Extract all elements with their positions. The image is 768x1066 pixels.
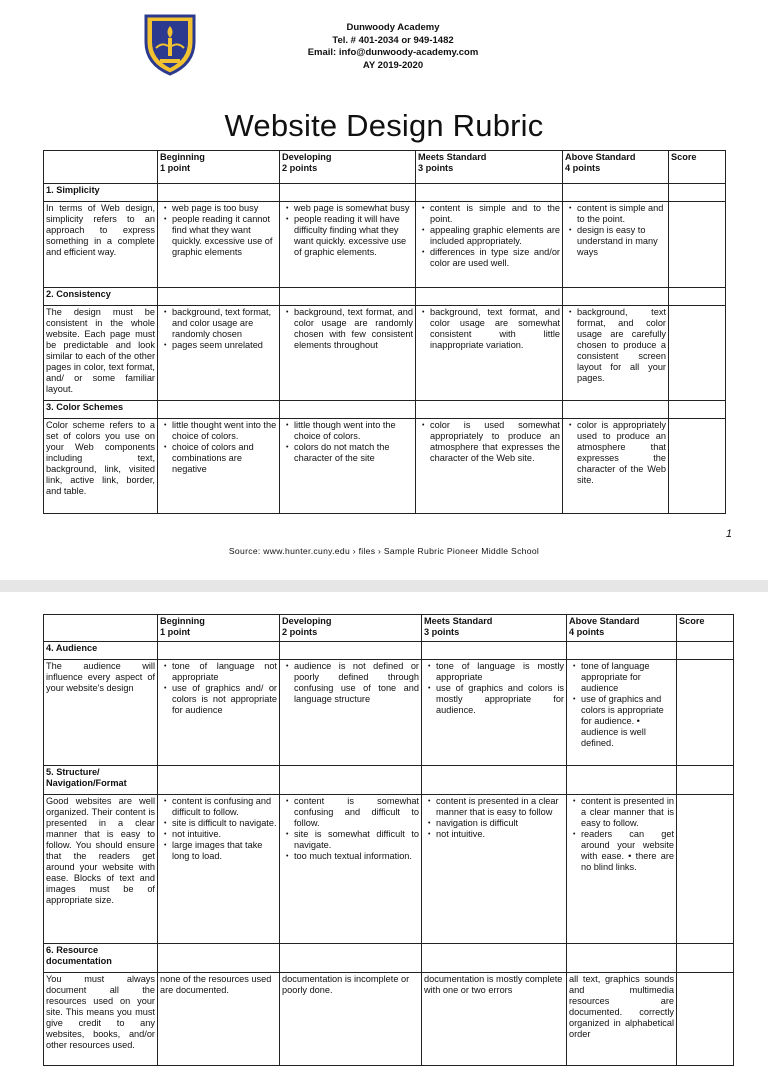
criteria-description: In terms of Web design, simplicity refers to an approach to express something in a complete and efficient way. [44,202,158,288]
section-label: 1. Simplicity [44,184,158,202]
criteria-row [44,973,734,1066]
criteria-description: The design must be consistent in the whole website. Each page must be predictable and look similar to each of the other pages in color, text format, and/ or some familiar layout. [44,306,158,401]
school-header [300,22,486,72]
beginning-cell: none of the resources used are documented. [158,973,280,1066]
page-number: 1 [725,528,732,540]
beginning-cell: • tone of language not appropriate • use of graphics and/ or colors is not appropriate for audience [158,660,280,766]
criteria-row [44,306,726,401]
rubric-header-row [44,615,734,642]
school-crest-logo [142,12,198,76]
section-label: 3. Color Schemes [44,401,158,419]
rubric-header-row [44,151,726,184]
meets-cell: • color is used somewhat appropriately to produce an atmosphere that expresses the character of the Web site. [416,419,563,514]
above-cell: • content is presented in a clear manner that is easy to follow. • readers can get around your website with ease. • there are no blind links. [567,795,677,944]
rubric-table-part-2 [43,614,734,1066]
above-cell: • color is appropriately used to produce an atmosphere that expresses the character of the Web site. [563,419,669,514]
col-meets-standard: Meets Standard 3 points [422,615,567,642]
col-beginning: Beginning 1 point [158,615,280,642]
section-label: 6. Resource documentation [44,944,158,973]
criteria-description: You must always document all the resources used on your site. This means you must give credit to any websites, books, and/or other resources used. [44,973,158,1066]
document-page-2 [0,592,768,1050]
section-label: 4. Audience [44,642,158,660]
section-row [44,944,734,973]
section-row [44,288,726,306]
meets-cell: • tone of language is mostly appropriate • use of graphics and colors is mostly appropriate for audience. [422,660,567,766]
rubric-table-part-1 [43,150,726,514]
col-score: Score [677,615,734,642]
developing-cell: • background, text format, and color usage are randomly chosen with few consistent elements throughout [280,306,416,401]
developing-cell: • content is somewhat confusing and difficult to follow. • site is somewhat difficult to navigate. • too much textual information. [280,795,422,944]
section-row [44,184,726,202]
page-gap [0,580,768,592]
criteria-description: Good websites are well organized. Their content is presented in a clear manner that is easy to follow. You should ensure that the readers get around your website with ease. Blocks of text and images must be of appropriate size. [44,795,158,944]
criteria-description: Color scheme refers to a set of colors you use on your Web components including text, background, link, visited link, active link, border, and table. [44,419,158,514]
criteria-row [44,419,726,514]
above-cell: all text, graphics sounds and multimedia resources are documented. correctly organized in alphabetical order [567,973,677,1066]
criteria-row [44,660,734,766]
meets-cell: documentation is mostly complete with one or two errors [422,973,567,1066]
beginning-cell: • background, text format, and color usage are randomly chosen • pages seem unrelated [158,306,280,401]
col-developing: Developing 2 points [280,615,422,642]
criteria-description: The audience will influence every aspect of your website's design [44,660,158,766]
school-phone: Tel. # 401-2034 or 949-1482 [332,34,454,46]
meets-cell: • background, text format, and color usage are somewhat consistent with little inappropriate variation. [416,306,563,401]
score-cell[interactable] [669,306,726,401]
above-cell: • background, text format, and color usage are carefully chosen to produce a consistent screen layout for all your pages. [563,306,669,401]
score-cell[interactable] [677,795,734,944]
score-cell[interactable] [677,660,734,766]
academic-year: AY 2019-2020 [362,59,424,71]
document-title: Website Design Rubric [224,108,544,143]
section-label: 2. Consistency [44,288,158,306]
beginning-cell: • content is confusing and difficult to follow. • site is difficult to navigate. • not intuitive. • large images that take long to load. [158,795,280,944]
beginning-cell: • web page is too busy • people reading it cannot find what they want quickly. excessive use of graphic elements [158,202,280,288]
school-name: Dunwoody Academy [346,22,440,33]
col-score: Score [669,151,726,184]
criteria-row [44,795,734,944]
beginning-cell: • little thought went into the choice of colors. • choice of colors and combinations are negative [158,419,280,514]
developing-cell: • audience is not defined or poorly defined through confusing use of tone and language structure [280,660,422,766]
score-cell[interactable] [669,419,726,514]
score-cell[interactable] [677,973,734,1066]
section-label: 5. Structure/ Navigation/Format [44,766,158,795]
section-row [44,401,726,419]
score-cell[interactable] [669,202,726,288]
developing-cell: • web page is somewhat busy • people reading it will have difficulty finding what they want quickly. excessive use of graphic elements. [280,202,416,288]
meets-cell: • content is presented in a clear manner that is easy to follow • navigation is difficult • not intuitive. [422,795,567,944]
col-developing: Developing 2 points [280,151,416,184]
above-cell: • tone of language appropriate for audience • use of graphics and colors is appropriate for audience. • audience is well defined. [567,660,677,766]
col-beginning: Beginning 1 point [158,151,280,184]
meets-cell: • content is simple and to the point. • appealing graphic elements are included appropriately. • differences in type size and/or color are used well. [416,202,563,288]
above-cell: • content is simple and to the point. • design is easy to understand in many ways [563,202,669,288]
section-row [44,766,734,795]
school-email: Email: info@dunwoody-academy.com [307,47,479,58]
developing-cell: • little though went into the choice of colors. • colors do not match the character of the site [280,419,416,514]
col-meets-standard: Meets Standard 3 points [416,151,563,184]
section-row [44,642,734,660]
col-above-standard: Above Standard 4 points [567,615,677,642]
developing-cell: documentation is incomplete or poorly done. [280,973,422,1066]
source-citation: Source: www.hunter.cuny.edu › files › Sample Rubric Pioneer Middle School [228,546,540,556]
col-above-standard: Above Standard 4 points [563,151,669,184]
criteria-row [44,202,726,288]
